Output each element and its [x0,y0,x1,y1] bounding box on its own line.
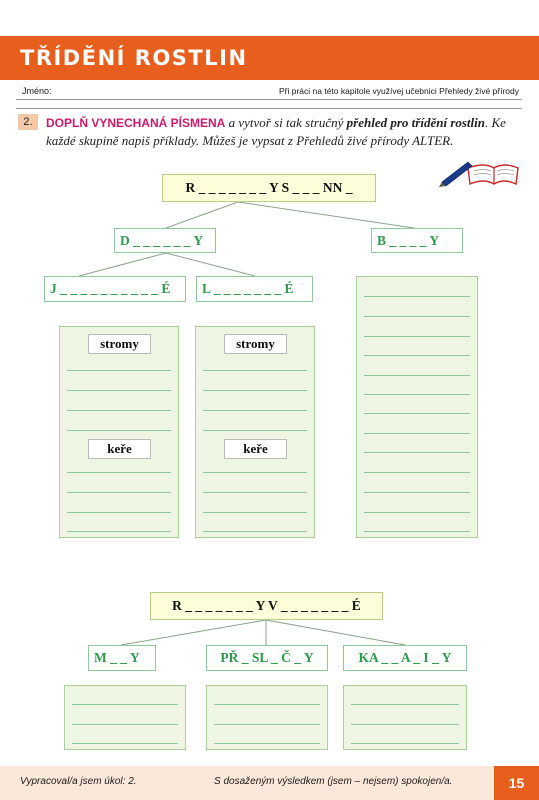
task-text-a: a vytvoř si tak stručný [225,115,347,130]
task-text-b: . Ke každé skupině napiš příklady. Můžeš je vypsat z Přehledů živé přírody ALTER. [46,115,506,148]
write-line[interactable] [203,410,307,411]
panel-tree2-3 [343,685,467,750]
task-number: 2. [18,114,38,130]
panel-tree2-1 [64,685,186,750]
write-line[interactable] [364,433,470,434]
label-trees-2: stromy [224,334,287,354]
write-line[interactable] [351,743,459,744]
write-line[interactable] [364,336,470,337]
name-label: Jméno: [22,86,52,96]
write-line[interactable] [203,430,307,431]
panel-tree2-2 [206,685,328,750]
write-line[interactable] [67,512,171,513]
tree1-left-box[interactable]: D _ _ _ _ _ _ Y [114,228,216,253]
write-line[interactable] [351,724,459,725]
label-shrubs-1: keře [88,439,151,459]
write-line[interactable] [67,370,171,371]
task-highlight: DOPLŇ VYNECHANÁ PÍSMENA [46,116,226,130]
tree2-child3-box[interactable]: KA _ _ A _ I _ Y [343,645,467,671]
write-line[interactable] [67,390,171,391]
page-number: 15 [494,766,539,800]
write-line[interactable] [67,531,171,532]
write-line[interactable] [351,704,459,705]
write-line[interactable] [72,743,178,744]
panel-left-right [195,326,315,538]
panel-left-left [59,326,179,538]
write-line[interactable] [203,472,307,473]
tree1-left-right-box[interactable]: L _ _ _ _ _ _ _ É [196,276,313,302]
footer-completed: Vypracoval/a jsem úkol: 2. [20,776,137,787]
write-line[interactable] [214,743,320,744]
tree2-child2-box[interactable]: PŘ _ SL _ Č _ Y [206,645,328,671]
write-line[interactable] [364,472,470,473]
write-line[interactable] [364,452,470,453]
write-line[interactable] [203,512,307,513]
write-line[interactable] [214,724,320,725]
write-line[interactable] [203,492,307,493]
tree1-right-box[interactable]: B _ _ _ _ Y [371,228,463,253]
tree2-child1-box[interactable]: M _ _ Y [88,645,156,671]
write-line[interactable] [214,704,320,705]
write-line[interactable] [364,531,470,532]
page-title: TŘÍDĚNÍ ROSTLIN [20,46,248,70]
label-trees-1: stromy [88,334,151,354]
write-line[interactable] [364,413,470,414]
write-line[interactable] [67,430,171,431]
write-line[interactable] [364,296,470,297]
write-line[interactable] [203,370,307,371]
write-line[interactable] [364,512,470,513]
write-line[interactable] [203,390,307,391]
write-line[interactable] [364,355,470,356]
write-line[interactable] [72,724,178,725]
write-line[interactable] [67,410,171,411]
write-line[interactable] [72,704,178,705]
tree2-root-box[interactable]: R _ _ _ _ _ _ _ Y V _ _ _ _ _ _ _ É [150,592,383,620]
write-line[interactable] [203,531,307,532]
tree1-root-box[interactable]: R _ _ _ _ _ _ _ Y S _ _ _ NN _ [162,174,376,202]
textbook-hint: Při práci na této kapitole využívej učebnici Přehledy živé přírody [278,86,519,96]
write-line[interactable] [364,492,470,493]
write-line[interactable] [67,472,171,473]
write-line[interactable] [364,375,470,376]
write-line[interactable] [364,394,470,395]
label-shrubs-2: keře [224,439,287,459]
tree1-left-left-box[interactable]: J _ _ _ _ _ _ _ _ _ _ É [44,276,186,302]
write-line[interactable] [364,316,470,317]
footer-satisfaction: S dosaženým výsledkem (jsem – nejsem) spokojen/a. [214,776,453,787]
task-text-bold: přehled pro třídění rostlin [346,115,485,130]
write-line[interactable] [67,492,171,493]
